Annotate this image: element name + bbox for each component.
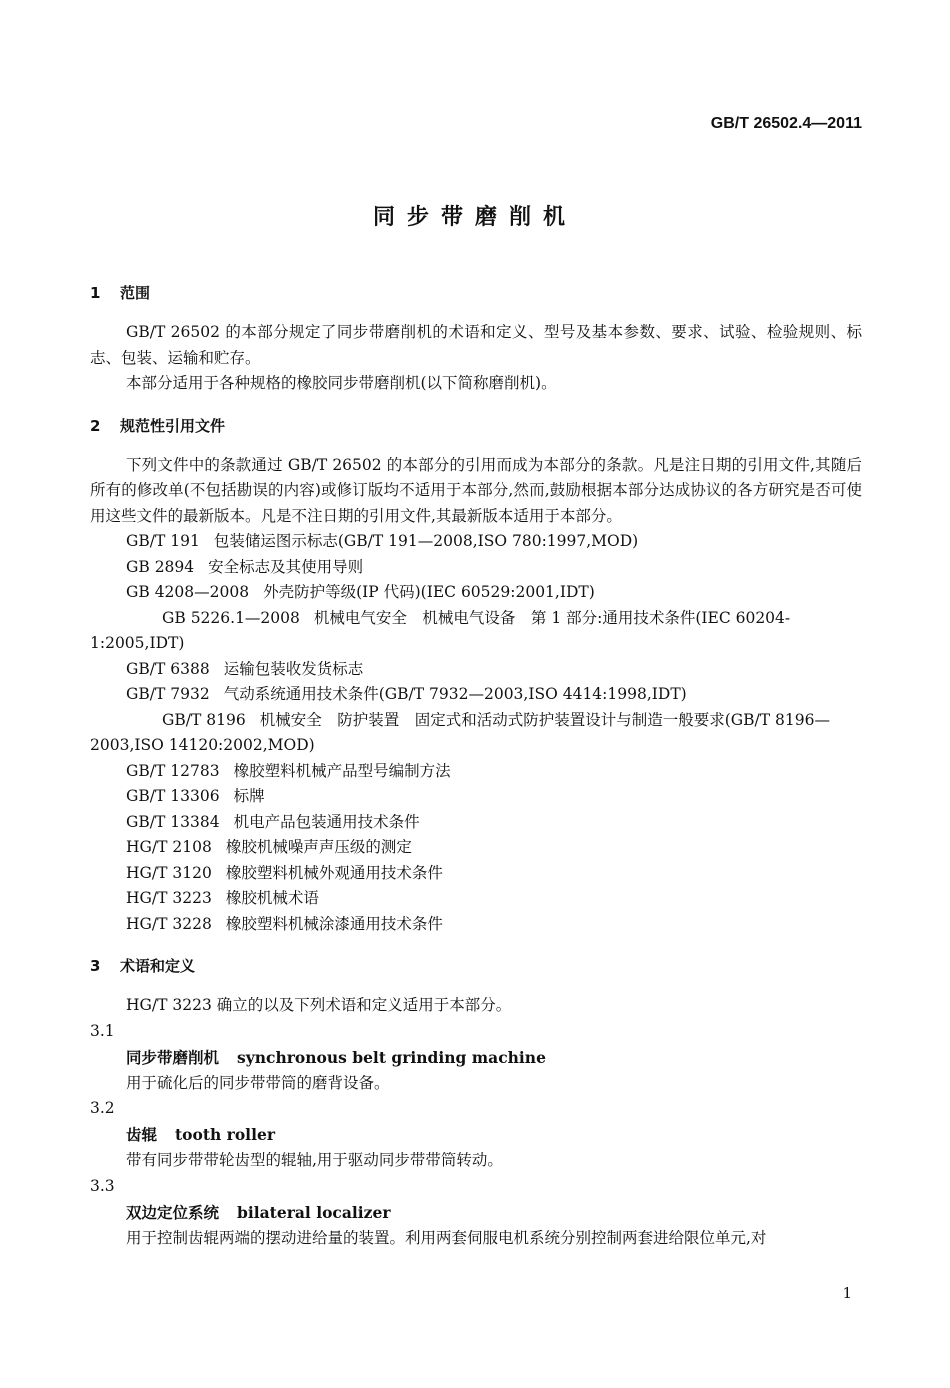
reference-title: 机械电气安全 机械电气设备 第 1 部分:通用技术条件(IEC 60204-1:2005,IDT): [90, 608, 791, 652]
reference-title: 机械安全 防护装置 固定式和活动式防护装置设计与制造一般要求(GB/T 8196—2003,ISO 14120:2002,MOD): [90, 710, 830, 754]
reference-item: [90, 580, 862, 606]
paragraph: HG/T 3223 确立的以及下列术语和定义适用于本部分。: [126, 996, 512, 1014]
section-number: 3: [90, 957, 101, 975]
reference-title: 包装储运图示标志(GB/T 191—2008,ISO 780:1997,MOD): [213, 532, 639, 550]
reference-item: [90, 912, 862, 938]
reference-code: GB 2894: [126, 557, 195, 576]
clause-number: 3.2: [90, 1099, 115, 1117]
term-zh: 齿辊: [126, 1126, 158, 1144]
reference-title: 运输包装收发货标志: [223, 659, 364, 678]
reference-code: GB/T 6388: [126, 659, 210, 678]
term-zh: 同步带磨削机: [126, 1048, 220, 1067]
term-definition: 带有同步带带轮齿型的辊轴,用于驱动同步带带筒转动。: [126, 1151, 503, 1169]
reference-title: 标牌: [233, 787, 265, 805]
term-en: bilateral localizer: [237, 1202, 391, 1222]
section-number: 2: [90, 416, 101, 435]
document-title: 同步带磨削机: [372, 205, 577, 230]
reference-title: 橡胶塑料机械产品型号编制方法: [233, 761, 451, 780]
term-en: synchronous belt grinding machine: [237, 1047, 546, 1067]
reference-code: GB/T 191: [126, 532, 200, 550]
reference-title: 安全标志及其使用导则: [208, 557, 364, 576]
term-entry: [90, 1045, 862, 1071]
section-heading-scope: [90, 280, 862, 306]
reference-title: 机电产品包装通用技术条件: [233, 812, 420, 831]
reference-code: GB/T 7932: [126, 685, 210, 703]
reference-item: [90, 529, 862, 555]
section-heading-normative: [90, 413, 862, 439]
reference-item: [90, 835, 862, 861]
reference-code: HG/T 2108: [126, 838, 212, 856]
reference-code: GB/T 13306: [126, 787, 220, 805]
paragraph: 本部分适用于各种规格的橡胶同步带磨削机(以下简称磨削机)。: [126, 374, 557, 392]
reference-item: [90, 555, 862, 581]
reference-item: [90, 784, 862, 810]
reference-item: [90, 682, 862, 708]
paragraph: GB/T 26502 的本部分规定了同步带磨削机的术语和定义、型号及基本参数、要求、试验、检验规则、标志、包装、运输和贮存。: [90, 323, 862, 367]
reference-code: HG/T 3228: [126, 914, 212, 933]
reference-code: GB/T 12783: [126, 761, 220, 780]
reference-item: [90, 861, 862, 887]
reference-title: 外壳防护等级(IP 代码)(IEC 60529:2001,IDT): [263, 583, 595, 601]
reference-code: HG/T 3120: [126, 863, 212, 882]
section-number: 1: [90, 284, 101, 302]
reference-title: 橡胶机械噪声声压级的测定: [225, 838, 412, 856]
reference-item: [90, 708, 862, 759]
clause-number: 3.3: [90, 1176, 115, 1195]
reference-item: [90, 606, 862, 657]
section-title: 术语和定义: [120, 957, 196, 975]
section-title: 规范性引用文件: [120, 416, 226, 435]
reference-item: [90, 886, 862, 912]
term-definition: 用于控制齿辊两端的摆动进给量的装置。利用两套伺服电机系统分别控制两套进给限位单元,对: [126, 1228, 767, 1247]
reference-code: GB 4208—2008: [126, 583, 250, 601]
term-entry: [90, 1122, 862, 1148]
section-heading-terms: [90, 953, 862, 979]
reference-code: GB 5226.1—2008: [162, 608, 300, 627]
reference-code: GB/T 8196: [162, 710, 246, 729]
reference-item: [90, 759, 862, 785]
document-body: [90, 280, 862, 1251]
reference-title: 气动系统通用技术条件(GB/T 7932—2003,ISO 4414:1998,IDT): [223, 685, 687, 703]
reference-title: 橡胶机械术语: [225, 889, 319, 907]
page-number: 1: [842, 1284, 852, 1302]
section-title: 范围: [120, 284, 151, 302]
term-entry: [90, 1200, 862, 1226]
reference-item: [90, 657, 862, 683]
reference-title: 橡胶塑料机械外观通用技术条件: [225, 863, 443, 882]
standard-number: GB/T 26502.4—2011: [710, 115, 862, 132]
term-en: tooth roller: [175, 1125, 275, 1144]
reference-title: 橡胶塑料机械涂漆通用技术条件: [225, 914, 443, 933]
reference-item: [90, 810, 862, 836]
reference-code: HG/T 3223: [126, 889, 212, 907]
term-definition: 用于硫化后的同步带带筒的磨背设备。: [126, 1073, 390, 1092]
reference-code: GB/T 13384: [126, 812, 220, 831]
clause-number: 3.1: [90, 1021, 115, 1040]
term-zh: 双边定位系统: [126, 1203, 220, 1222]
paragraph: 下列文件中的条款通过 GB/T 26502 的本部分的引用而成为本部分的条款。凡是注日期的引用文件,其随后所有的修改单(不包括勘误的内容)或修订版均不适用于本部分,然而,鼓励根据本部分达成协议的各方研究是否可使用这些文件的最新版本。凡是不注日期的引用文件,其最新版本适用于本部分。: [90, 455, 862, 525]
